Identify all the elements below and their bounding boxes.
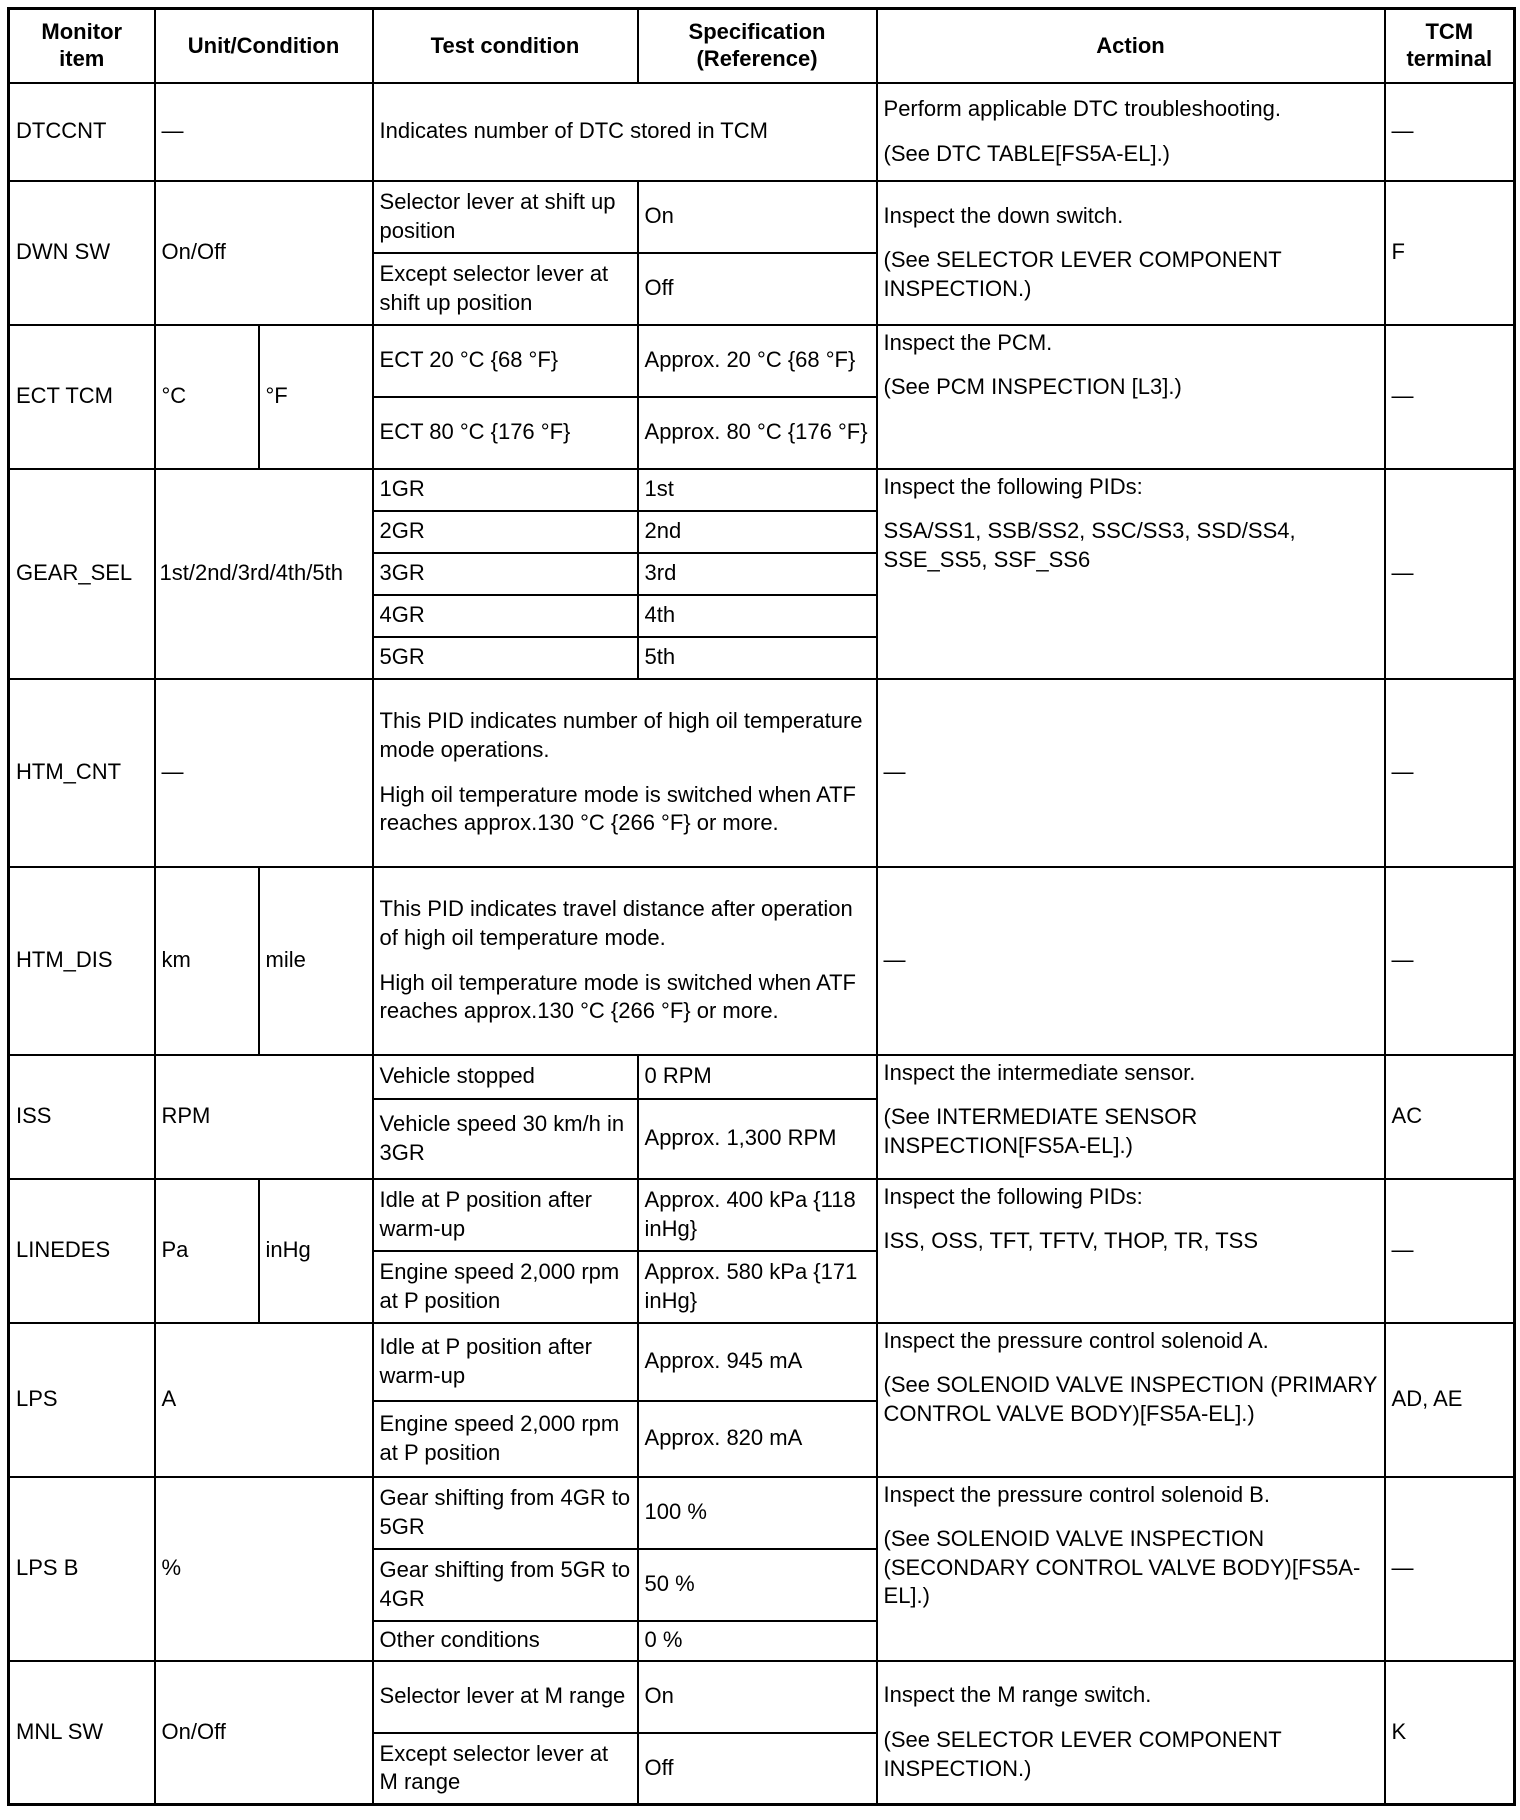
table-row	[9, 1661, 1515, 1733]
unit-si: km	[155, 867, 259, 1055]
table-row	[9, 83, 1515, 181]
tcm-terminal: —	[1385, 1179, 1515, 1323]
specification: 5th	[638, 637, 877, 679]
action-text: Inspect the following PIDs:	[883, 473, 1143, 499]
test-condition	[373, 679, 877, 867]
monitor-item: LINEDES	[9, 1179, 155, 1323]
header-action: Action	[877, 9, 1385, 83]
header-unit-condition: Unit/Condition	[155, 9, 373, 83]
action-text: Inspect the PCM.	[883, 329, 1053, 355]
test-condition: Engine speed 2,000 rpm at P position	[373, 1401, 638, 1477]
action-cell	[877, 83, 1385, 181]
test-condition	[373, 867, 877, 1055]
action-text: Inspect the pressure control solenoid A.	[883, 1327, 1269, 1353]
test-condition: Gear shifting from 5GR to 4GR	[373, 1549, 638, 1621]
test-condition: ECT 80 °C {176 °F}	[373, 397, 638, 469]
monitor-item: GEAR_SEL	[9, 469, 155, 679]
tcm-terminal: —	[1385, 469, 1515, 679]
test-condition: Other conditions	[373, 1621, 638, 1661]
specification: Approx. 20 °C {68 °F}	[638, 325, 877, 397]
tcm-terminal: —	[1385, 867, 1515, 1055]
test-condition: 2GR	[373, 511, 638, 553]
specification: Off	[638, 1733, 877, 1805]
condition-note: High oil temperature mode is switched when ATF reaches approx.130 °C {266 °F} or more.	[379, 969, 856, 1024]
tcm-terminal: —	[1385, 679, 1515, 867]
test-condition: ECT 20 °C {68 °F}	[373, 325, 638, 397]
action-cell: —	[877, 867, 1385, 1055]
monitor-item: HTM_CNT	[9, 679, 155, 867]
specification: Approx. 1,300 RPM	[638, 1099, 877, 1179]
header-test-condition: Test condition	[373, 9, 638, 83]
condition-text: This PID indicates number of high oil temperature mode operations.	[379, 708, 863, 762]
action-text: Inspect the pressure control solenoid B.	[883, 1481, 1270, 1507]
action-reference: (See SOLENOID VALVE INSPECTION (PRIMARY CONTROL VALVE BODY)[FS5A-EL].)	[883, 1372, 1378, 1426]
action-reference: (See SOLENOID VALVE INSPECTION (SECONDARY CONTROL VALVE BODY)[FS5A-EL].)	[883, 1526, 1361, 1609]
unit-us: mile	[259, 867, 373, 1055]
table-row	[9, 1179, 1515, 1251]
tcm-terminal: —	[1385, 83, 1515, 181]
specification: Off	[638, 253, 877, 325]
unit-cell: —	[155, 679, 373, 867]
specification: Approx. 400 kPa {118 inHg}	[638, 1179, 877, 1251]
unit-cell: On/Off	[155, 181, 373, 325]
monitor-item-table	[7, 7, 1516, 1806]
test-condition: 3GR	[373, 553, 638, 595]
header-monitor-item: Monitor item	[9, 9, 155, 83]
unit-cell: A	[155, 1323, 373, 1477]
tcm-terminal: F	[1385, 181, 1515, 325]
specification: 0 %	[638, 1621, 877, 1661]
monitor-item: ECT TCM	[9, 325, 155, 469]
test-condition: Except selector lever at M range	[373, 1733, 638, 1805]
monitor-item: DWN SW	[9, 181, 155, 325]
unit-si: °C	[155, 325, 259, 469]
action-text: Inspect the M range switch.	[883, 1682, 1152, 1708]
monitor-item: LPS	[9, 1323, 155, 1477]
action-cell	[877, 1661, 1385, 1805]
test-condition: Idle at P position after warm-up	[373, 1323, 638, 1401]
test-condition: Except selector lever at shift up position	[373, 253, 638, 325]
test-condition: Selector lever at shift up position	[373, 181, 638, 253]
header-specification: Specification (Reference)	[638, 9, 877, 83]
test-condition: Selector lever at M range	[373, 1661, 638, 1733]
table-row	[9, 867, 1515, 1055]
action-cell	[877, 1179, 1385, 1323]
action-reference: ISS, OSS, TFT, TFTV, THOP, TR, TSS	[883, 1228, 1259, 1254]
specification: Approx. 820 mA	[638, 1401, 877, 1477]
specification: 0 RPM	[638, 1055, 877, 1099]
specification: Approx. 945 mA	[638, 1323, 877, 1401]
table-row	[9, 679, 1515, 867]
document	[7, 7, 1516, 1806]
specification: 2nd	[638, 511, 877, 553]
action-reference: (See INTERMEDIATE SENSOR INSPECTION[FS5A-EL].)	[883, 1104, 1198, 1158]
specification: 100 %	[638, 1477, 877, 1549]
unit-us: inHg	[259, 1179, 373, 1323]
unit-cell: On/Off	[155, 1661, 373, 1805]
action-text: Inspect the down switch.	[883, 202, 1124, 228]
unit-cell: —	[155, 83, 373, 181]
test-condition: 4GR	[373, 595, 638, 637]
tcm-terminal: K	[1385, 1661, 1515, 1805]
test-condition: Engine speed 2,000 rpm at P position	[373, 1251, 638, 1323]
monitor-item: DTCCNT	[9, 83, 155, 181]
tcm-terminal: —	[1385, 325, 1515, 469]
monitor-item: HTM_DIS	[9, 867, 155, 1055]
action-cell	[877, 325, 1385, 469]
table-header-row	[9, 9, 1515, 83]
action-cell	[877, 181, 1385, 325]
tcm-terminal: AC	[1385, 1055, 1515, 1179]
test-condition: 1GR	[373, 469, 638, 511]
monitor-item: MNL SW	[9, 1661, 155, 1805]
monitor-item: ISS	[9, 1055, 155, 1179]
specification: 3rd	[638, 553, 877, 595]
specification: 4th	[638, 595, 877, 637]
table-row	[9, 181, 1515, 253]
test-condition: Vehicle stopped	[373, 1055, 638, 1099]
action-cell	[877, 1055, 1385, 1179]
unit-cell: 1st/2nd/3rd/4th/5th	[155, 469, 373, 679]
action-cell	[877, 469, 1385, 679]
action-reference: (See SELECTOR LEVER COMPONENT INSPECTION.)	[883, 247, 1282, 301]
tcm-terminal: —	[1385, 1477, 1515, 1661]
action-reference: (See SELECTOR LEVER COMPONENT INSPECTION.)	[883, 1726, 1282, 1781]
unit-si: Pa	[155, 1179, 259, 1323]
table-row	[9, 1055, 1515, 1099]
action-reference: SSA/SS1, SSB/SS2, SSC/SS3, SSD/SS4, SSE_SS5, SSF_SS6	[883, 518, 1296, 572]
unit-us: °F	[259, 325, 373, 469]
condition-text: This PID indicates travel distance after operation of high oil temperature mode.	[379, 896, 853, 950]
test-condition: Indicates number of DTC stored in TCM	[373, 83, 877, 181]
action-cell: —	[877, 679, 1385, 867]
unit-cell: RPM	[155, 1055, 373, 1179]
table-row	[9, 325, 1515, 397]
specification: Approx. 80 °C {176 °F}	[638, 397, 877, 469]
action-reference: (See PCM INSPECTION [L3].)	[883, 374, 1182, 400]
action-text: Perform applicable DTC troubleshooting.	[883, 95, 1281, 121]
specification: Approx. 580 kPa {171 inHg}	[638, 1251, 877, 1323]
monitor-item: LPS B	[9, 1477, 155, 1661]
table-row	[9, 1477, 1515, 1549]
test-condition: Gear shifting from 4GR to 5GR	[373, 1477, 638, 1549]
table-row	[9, 1323, 1515, 1401]
action-text: Inspect the intermediate sensor.	[883, 1059, 1196, 1085]
condition-note: High oil temperature mode is switched when ATF reaches approx.130 °C {266 °F} or more.	[379, 781, 856, 836]
action-text: Inspect the following PIDs:	[883, 1183, 1143, 1209]
test-condition: Idle at P position after warm-up	[373, 1179, 638, 1251]
tcm-terminal: AD, AE	[1385, 1323, 1515, 1477]
unit-cell: %	[155, 1477, 373, 1661]
specification: On	[638, 1661, 877, 1733]
table-row	[9, 469, 1515, 511]
action-cell	[877, 1477, 1385, 1661]
header-tcm-terminal: TCM terminal	[1385, 9, 1515, 83]
action-cell	[877, 1323, 1385, 1477]
test-condition: 5GR	[373, 637, 638, 679]
specification: 50 %	[638, 1549, 877, 1621]
test-condition: Vehicle speed 30 km/h in 3GR	[373, 1099, 638, 1179]
action-reference: (See DTC TABLE[FS5A-EL].)	[883, 140, 1171, 166]
specification: 1st	[638, 469, 877, 511]
specification: On	[638, 181, 877, 253]
